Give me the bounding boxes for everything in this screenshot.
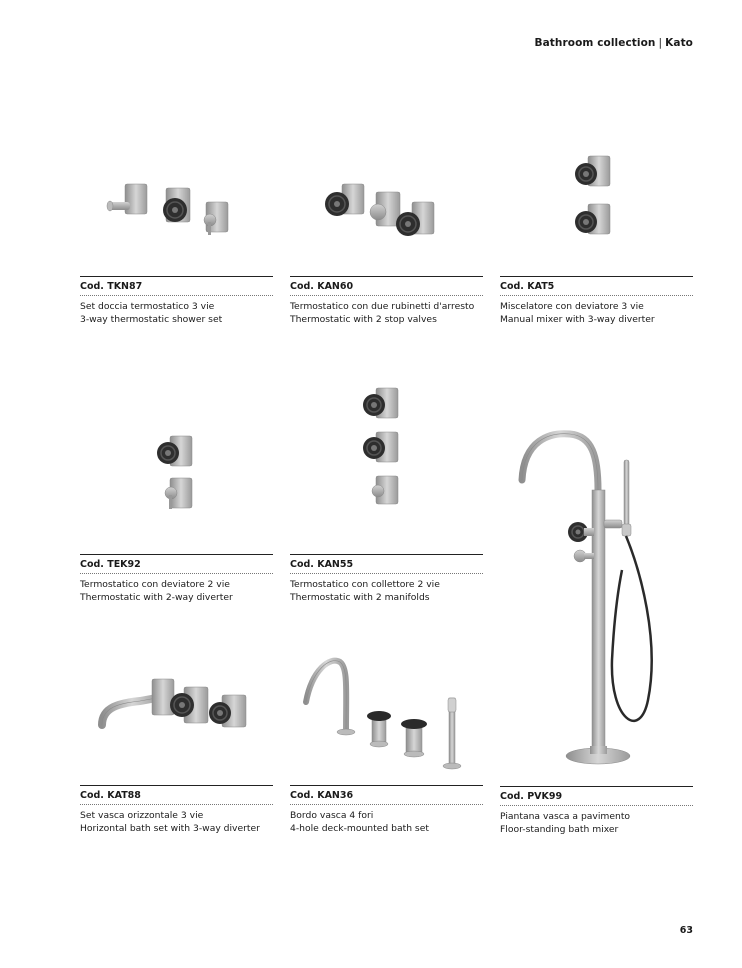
product-desc-it: Piantana vasca a pavimento <box>500 811 631 822</box>
product-image-kan55 <box>290 380 483 510</box>
product-desc-it: Bordo vasca 4 fori <box>290 810 374 821</box>
product-image-kat88 <box>80 655 273 775</box>
product-desc-en: 3-way thermostatic shower set <box>80 313 223 325</box>
product-code: Cod. TKN87 <box>80 276 273 296</box>
product-code: Cod. KAT5 <box>500 276 693 296</box>
collection-label: Bathroom collection <box>534 37 656 49</box>
product-code: Cod. KAT88 <box>80 785 273 805</box>
product-desc-it: Termostatico con due rubinetti d'arresto <box>290 301 475 312</box>
collection-name: Kato <box>665 37 693 49</box>
product-image-kan36 <box>290 650 483 780</box>
product-code: Cod. PVK99 <box>500 786 693 806</box>
product-desc-it: Termostatico con collettore 2 vie <box>290 579 440 590</box>
product-image-tek92 <box>80 420 273 540</box>
product-desc-en: Thermostatic with 2 stop valves <box>290 313 437 325</box>
product-code: Cod. TEK92 <box>80 554 273 574</box>
product-desc-en: Floor-standing bath mixer <box>500 823 619 835</box>
product-code: Cod. KAN60 <box>290 276 483 296</box>
page-header <box>535 37 693 49</box>
product-desc-en: 4-hole deck-mounted bath set <box>290 822 429 834</box>
product-image-kat5 <box>500 140 693 260</box>
product-image-pvk99 <box>500 420 693 776</box>
product-desc-en: Thermostatic with 2 manifolds <box>290 591 430 603</box>
product-image-kan60 <box>290 140 483 260</box>
product-desc-en: Manual mixer with 3-way diverter <box>500 313 655 325</box>
product-desc-it: Miscelatore con deviatore 3 vie <box>500 301 644 312</box>
product-desc-it: Set vasca orizzontale 3 vie <box>80 810 204 821</box>
product-desc-it: Set doccia termostatico 3 vie <box>80 301 215 312</box>
product-desc-en: Horizontal bath set with 3-way diverter <box>80 822 260 834</box>
product-desc-it: Termostatico con deviatore 2 vie <box>80 579 230 590</box>
page-number: 63 <box>679 925 693 936</box>
product-code: Cod. KAN36 <box>290 785 483 805</box>
header-separator: | <box>658 37 663 49</box>
product-image-tkn87 <box>80 140 273 260</box>
product-desc-en: Thermostatic with 2-way diverter <box>80 591 233 603</box>
product-code: Cod. KAN55 <box>290 554 483 574</box>
